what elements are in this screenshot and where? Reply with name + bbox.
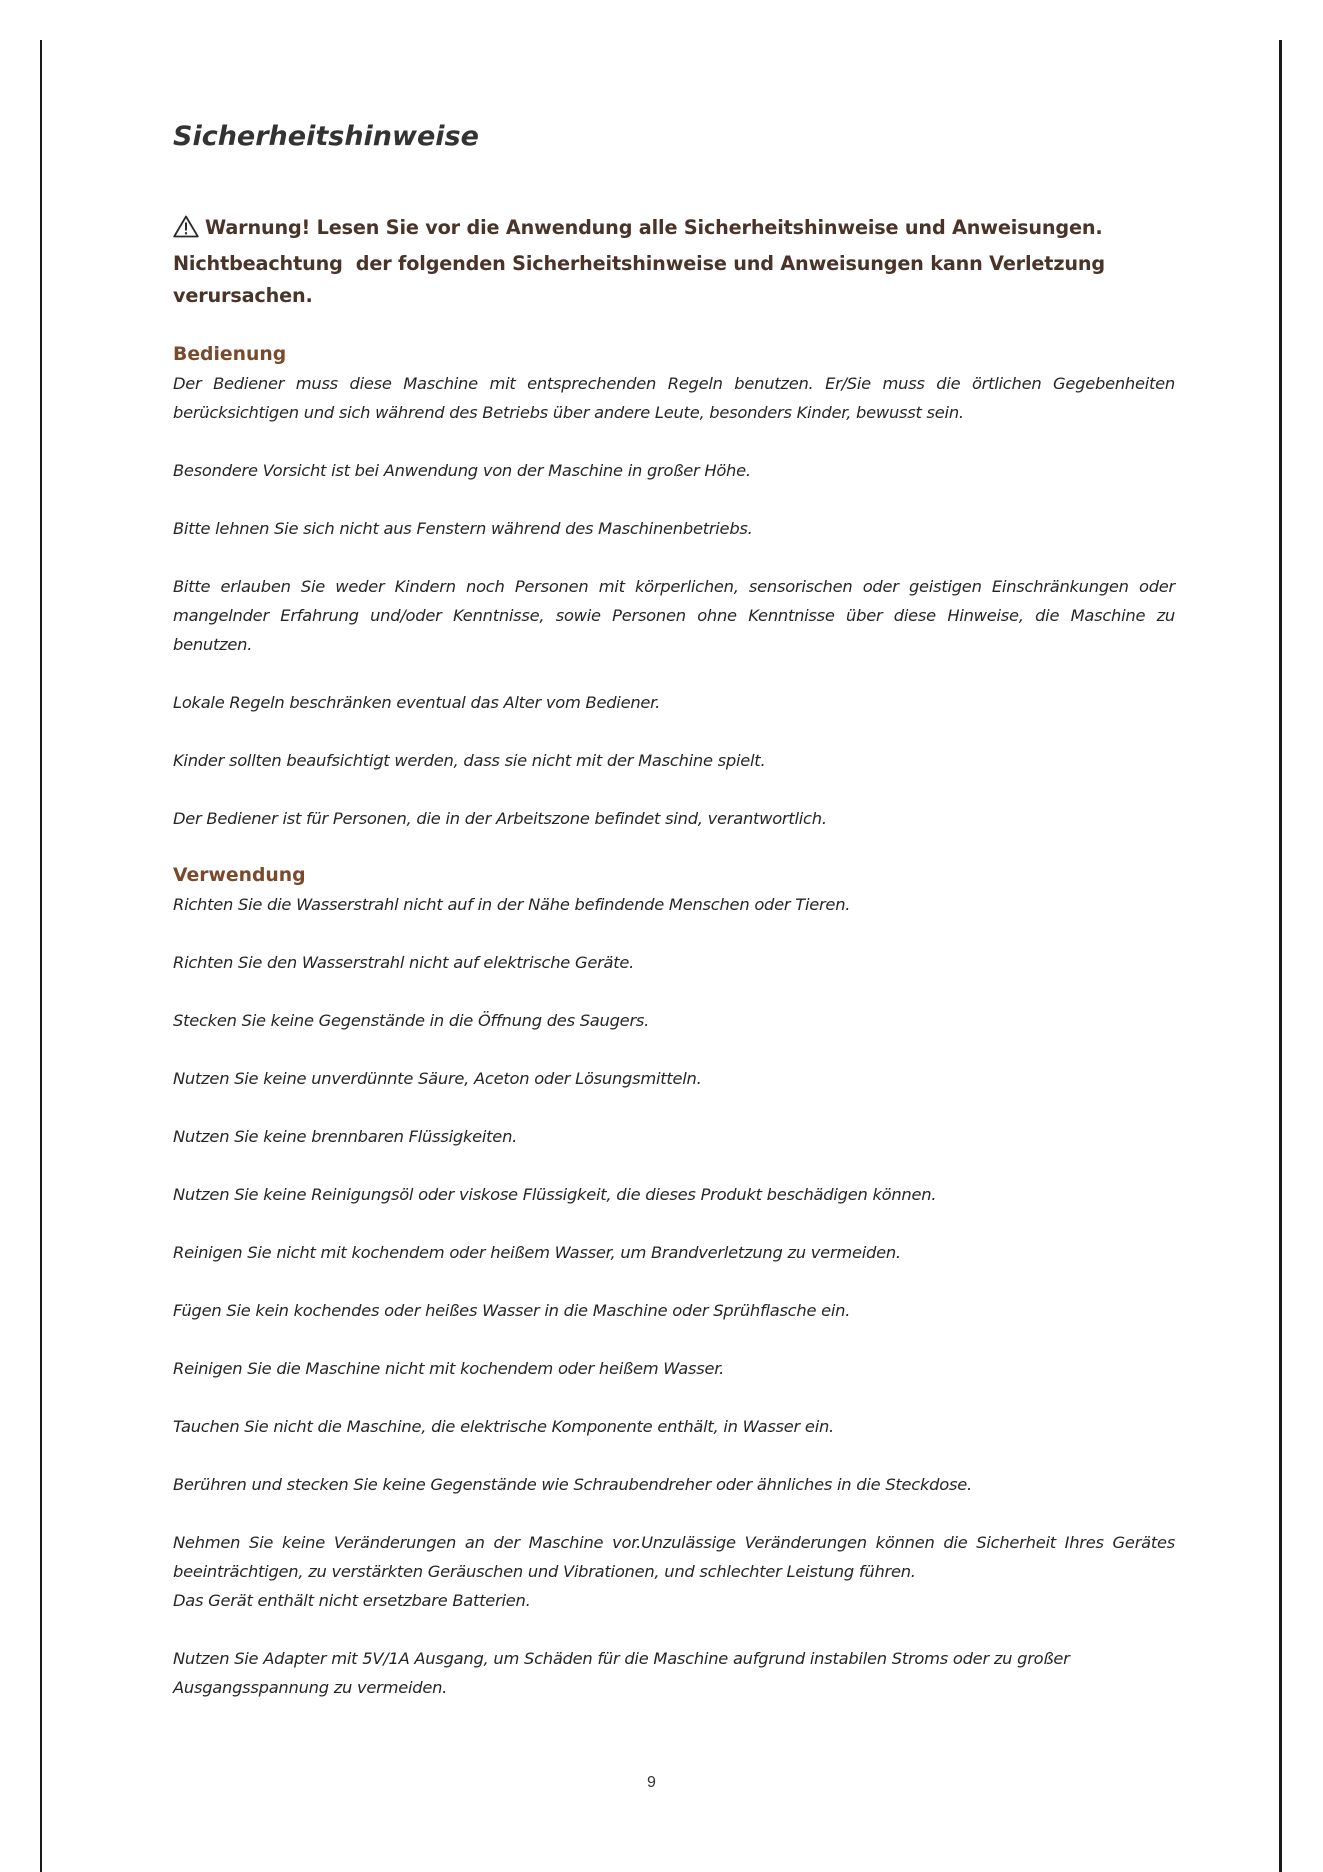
paragraph: Besondere Vorsicht ist bei Anwendung von der Maschine in großer Höhe.: [173, 461, 751, 480]
warning-line-1: [173, 212, 1175, 248]
paragraph: Berühren und stecken Sie keine Gegenstände wie Schraubendreher oder ähnliches in die Steckdose.: [173, 1475, 972, 1494]
section-bedienung: [173, 340, 1175, 833]
page-title: Sicherheitshinweise: [173, 121, 479, 152]
paragraph: Nehmen Sie keine Veränderungen an der Maschine vor.Unzulässige Veränderungen können die Sicherheit Ihres Gerätes beeinträchtigen, zu verstärkten Geräuschen und Vibrationen, und schlechter Leistung führen.: [173, 1533, 1175, 1581]
paragraph: Stecken Sie keine Gegenstände in die Öffnung des Saugers.: [173, 1011, 650, 1030]
paragraph: Richten Sie den Wasserstrahl nicht auf elektrische Geräte.: [173, 953, 635, 972]
warning-triangle-icon: [173, 215, 199, 248]
section-verwendung: [173, 861, 1175, 1702]
section-heading-verwendung: Verwendung: [173, 865, 306, 886]
page-border-left: [40, 40, 42, 1872]
page-border-right: [1279, 40, 1282, 1872]
warning-text-line-1: Warnung! Lesen Sie vor die Anwendung alle Sicherheitshinweise und Anweisungen.: [205, 216, 1103, 239]
paragraph: Kinder sollten beaufsichtigt werden, dass sie nicht mit der Maschine spielt.: [173, 751, 766, 770]
warning-block: [173, 212, 1175, 312]
paragraph: Lokale Regeln beschränken eventual das Alter vom Bediener.: [173, 693, 661, 712]
paragraph: Bitte lehnen Sie sich nicht aus Fenstern während des Maschinenbetriebs.: [173, 519, 753, 538]
paragraph: Reinigen Sie nicht mit kochendem oder heißem Wasser, um Brandverletzung zu vermeiden.: [173, 1243, 901, 1262]
warning-line-3: verursachen.: [173, 284, 313, 307]
paragraph: Nutzen Sie keine unverdünnte Säure, Aceton oder Lösungsmitteln.: [173, 1069, 702, 1088]
warning-line-2: Nichtbeachtung der folgenden Sicherheitshinweise und Anweisungen kann Verletzung: [173, 252, 1105, 275]
paragraph: Nutzen Sie keine Reinigungsöl oder viskose Flüssigkeit, die dieses Produkt beschädigen können.: [173, 1185, 937, 1204]
paragraph: Nutzen Sie keine brennbaren Flüssigkeiten.: [173, 1127, 518, 1146]
document-body: [173, 118, 1175, 1702]
paragraph: Reinigen Sie die Maschine nicht mit kochendem oder heißem Wasser.: [173, 1359, 725, 1378]
paragraph: Tauchen Sie nicht die Maschine, die elektrische Komponente enthält, in Wasser ein.: [173, 1417, 834, 1436]
paragraph: Das Gerät enthält nicht ersetzbare Batterien.: [173, 1591, 531, 1610]
paragraph: Richten Sie die Wasserstrahl nicht auf in der Nähe befindende Menschen oder Tieren.: [173, 895, 851, 914]
paragraph: Fügen Sie kein kochendes oder heißes Wasser in die Maschine oder Sprühflasche ein.: [173, 1301, 851, 1320]
paragraph: Bitte erlauben Sie weder Kindern noch Personen mit körperlichen, sensorischen oder geistigen Einschränkungen oder mangelnder Erfahrung und/oder Kenntnisse, sowie Personen ohne Kenntnisse über diese Hinweise, die Maschine zu benutzen.: [173, 577, 1175, 654]
section-heading-bedienung: Bedienung: [173, 344, 287, 365]
paragraph: Der Bediener muss diese Maschine mit entsprechenden Regeln benutzen. Er/Sie muss die örtlichen Gegebenheiten berücksichtigen und sich während des Betriebs über andere Leute, besonders Kinder, bewusst sein.: [173, 374, 1175, 422]
paragraph: Nutzen Sie Adapter mit 5V/1A Ausgang, um Schäden für die Maschine aufgrund instabilen Stroms oder zu großer Ausgangsspannung zu vermeiden.: [173, 1649, 1070, 1697]
page-number: 9: [647, 1774, 656, 1791]
paragraph: Der Bediener ist für Personen, die in der Arbeitszone befindet sind, verantwortlich.: [173, 809, 827, 828]
